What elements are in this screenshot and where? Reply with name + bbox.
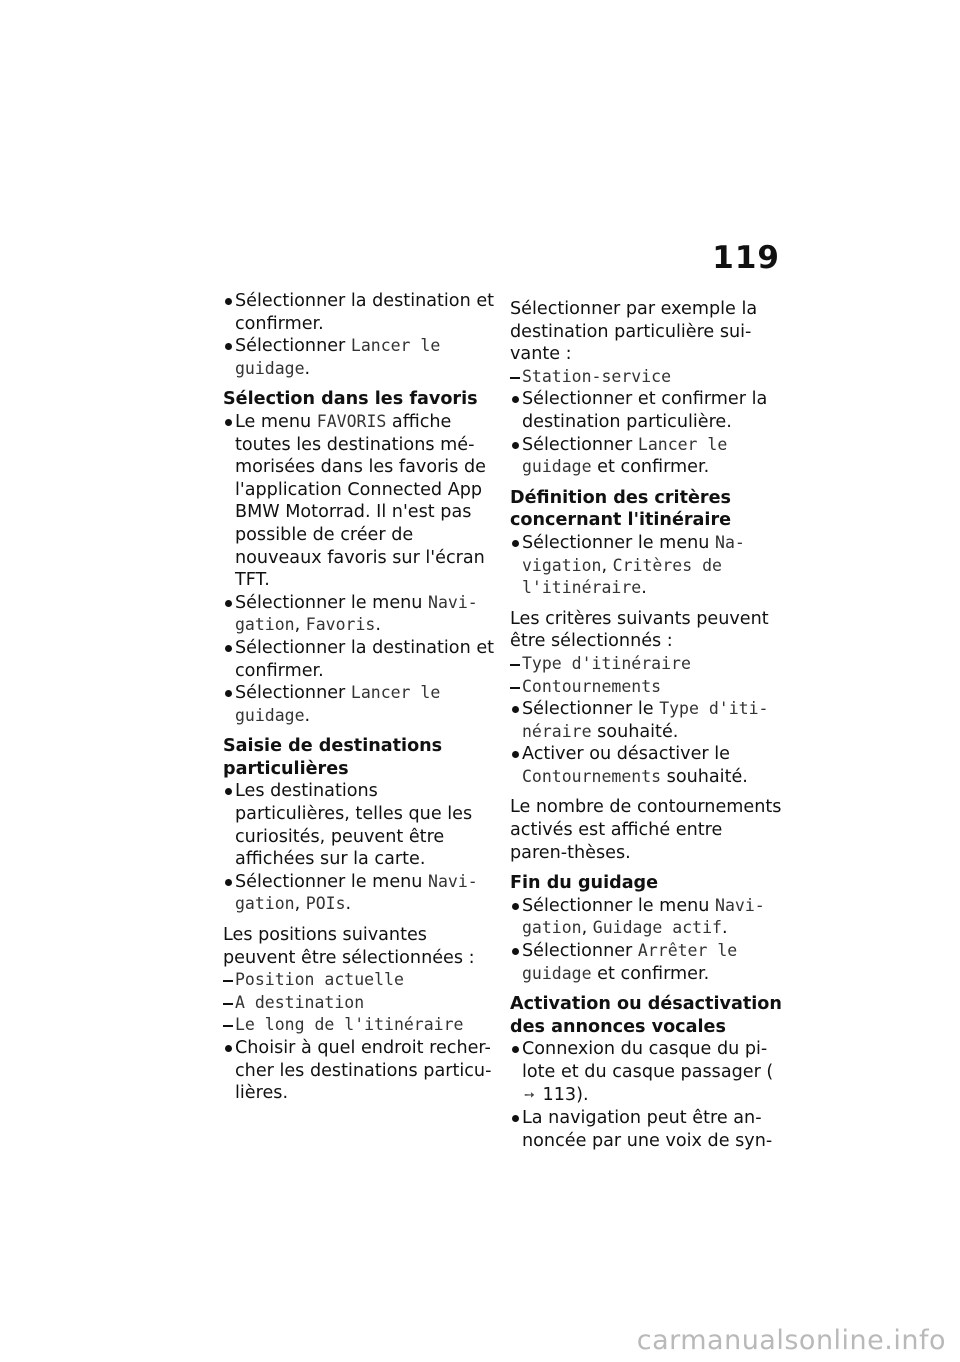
section-heading [510,872,782,895]
menu-label: Contournements [522,676,662,696]
menu-label: Le long de l'itinéraire [235,1015,464,1035]
bullet-item [510,1038,782,1107]
text-run: Fin du guidage [510,873,659,894]
text-run: . [721,918,728,939]
dash-item [510,366,782,389]
text-run: , [601,555,613,576]
bullet-item [223,1037,495,1105]
text-run: affiche toutes les destinations mé-morisées dans les favoris de l'application Connected App BMW Motorrad. Il n'est pas possible de créer de nouveaux favoris sur l'écran TFT. [235,411,486,591]
bullet-item [510,1107,782,1152]
text-run: et confirmer. [591,963,710,984]
text-run: Sélectionner la destination et confirmer. [235,291,495,334]
bullet-item [223,871,495,916]
text-run: Activation ou désactivation des annonces vocales [510,994,782,1037]
bullet-item [510,698,782,743]
menu-label: Position actuelle [235,970,404,990]
text-run: souhaité. [661,766,748,787]
bullet-item [510,434,782,479]
text-run: et confirmer. [591,457,710,478]
bullet-item [510,895,782,940]
menu-label: Na-vigation [522,532,745,575]
paragraph [510,298,782,366]
text-run: Les critères suivants peuvent être sélectionnés : [510,608,769,652]
menu-label: Lancer le guidage [235,683,441,725]
text-run: Sélectionner le [522,699,660,720]
dash-item [223,992,495,1015]
text-run: La navigation peut être an-noncée par une voix de syn- [522,1108,773,1151]
paragraph [223,924,495,969]
text-run: . [641,578,647,599]
page-reference-arrow-icon: ➙ [524,1087,535,1103]
bullet-item [223,637,495,682]
text-run: Saisie de destinations particulières [223,736,443,779]
text-run: . [345,894,352,915]
bullet-item [223,411,495,592]
menu-label: A destination [235,992,365,1012]
menu-label: Favoris [305,615,376,635]
bullet-item [223,592,495,637]
menu-label: Contournements [522,766,662,786]
text-run: , [294,615,306,636]
menu-label: Navi-gation [235,592,478,635]
text-run: . [304,358,311,379]
right-column [510,290,782,1152]
left-column [223,290,495,1105]
menu-label: Lancer le guidage [522,434,728,477]
text-run: Sélectionner [522,941,638,962]
text-run: Le nombre de contournements activés est affiché entre paren-thèses. [510,797,782,863]
text-run: Sélectionner le menu [235,592,429,613]
text-run: Sélectionner par exemple la destination particulière sui-vante : [510,299,758,365]
dash-item [223,969,495,992]
text-run: Sélectionner la destination et confirmer. [235,637,495,681]
menu-label: Navi-gation [522,895,765,938]
watermark: carmanualsonline.info [636,1325,946,1356]
menu-label: Type d'itinéraire [522,653,691,673]
menu-label: FAVORIS [316,411,387,431]
menu-label: Guidage actif [592,918,722,938]
text-run: Le menu [235,411,317,432]
bullet-item [510,388,782,433]
text-run: Sélectionner [235,683,351,704]
text-run: Définition des critères concernant l'itinéraire [510,487,732,531]
dash-item [223,1014,495,1037]
dash-item [510,676,782,699]
bullet-item [223,682,495,727]
menu-label: Critères de l'itinéraire [522,555,722,598]
text-run: Choisir à quel endroit recher-cher les destinations particu-lières. [235,1038,492,1104]
bullet-item [223,290,495,335]
text-run: . [304,705,311,726]
text-run: souhaité. [591,721,679,742]
text-run: . [375,615,381,636]
text-run: Les destinations particulières, telles que les curiosités, peuvent être affichées sur la carte. [235,781,473,870]
bullet-item [510,532,782,600]
menu-label: Station-service [522,366,672,386]
section-heading [223,735,495,780]
menu-label: Lancer le guidage [235,336,441,378]
bullet-item [223,780,495,870]
bullet-item [510,940,782,985]
text-run: Connexion du casque du pi-lote et du casque passager ( [522,1039,774,1082]
text-run: Sélectionner le menu [522,895,716,916]
text-run: Sélectionner et confirmer la destination particulière. [522,389,768,432]
text-run: Sélection dans les favoris [223,389,478,410]
paragraph [510,796,782,864]
paragraph [510,608,782,653]
text-run: Les positions suivantes peuvent être sélectionnées : [223,925,475,968]
bullet-item [223,335,495,380]
section-heading [223,388,495,411]
text-run: Sélectionner le menu [522,532,716,553]
section-heading [510,993,782,1038]
text-run: , [581,918,593,939]
menu-label: Arrêter le guidage [522,941,738,983]
page-number: 119 [712,240,780,276]
text-run: Sélectionner [522,434,638,455]
text-run: Sélectionner le menu [235,871,429,892]
text-run: Sélectionner [235,336,351,357]
bullet-item [510,743,782,788]
menu-label: POIs [305,894,346,914]
text-run: Activer ou désactiver le [522,744,730,765]
menu-label: Navi-gation [235,871,478,914]
section-heading [510,487,782,532]
text-run: 113). [536,1084,589,1105]
menu-label: Type d'iti-néraire [522,699,769,741]
text-run: , [294,894,306,915]
dash-item [510,653,782,676]
